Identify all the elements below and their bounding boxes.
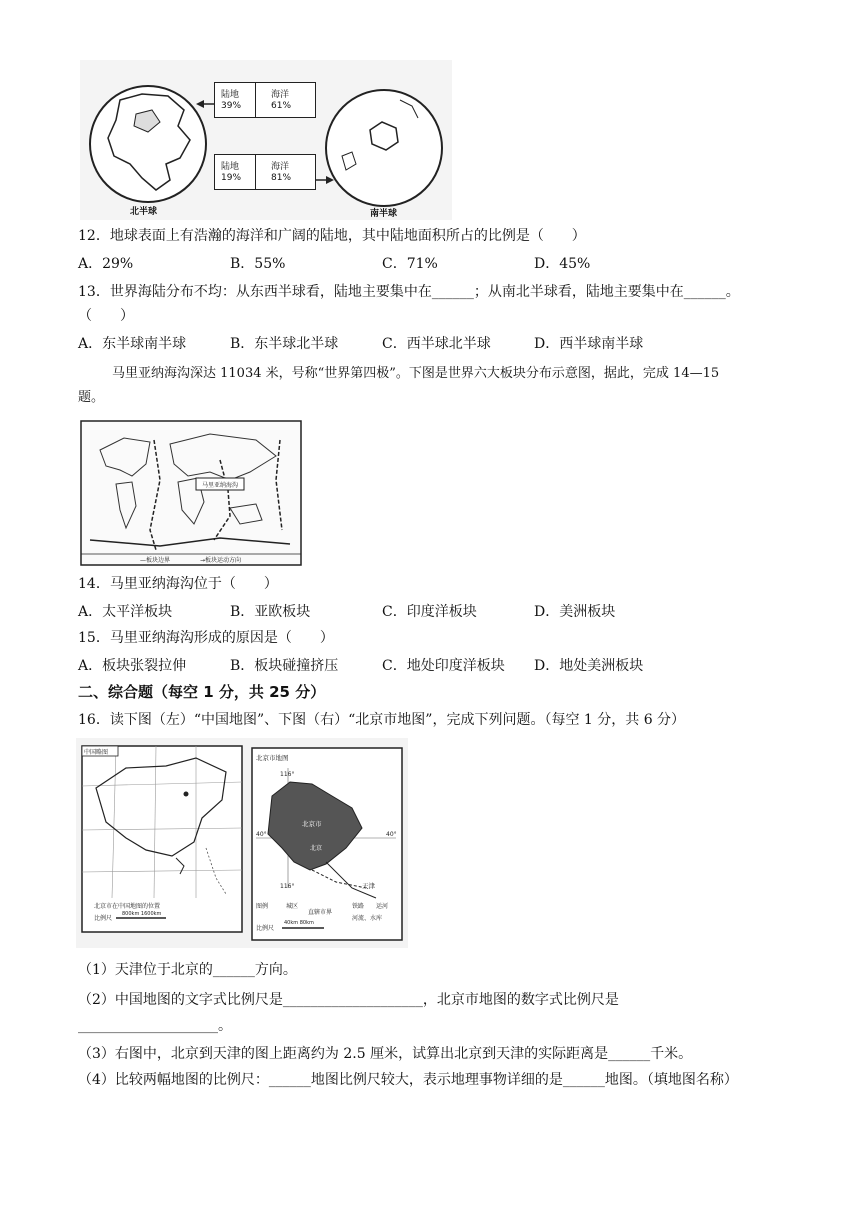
question-15: 15．马里亚纳海沟形成的原因是（ ） — [78, 630, 334, 646]
intro-14-15-line2: 题。 — [78, 390, 105, 405]
beijing-city-label: 北京市 — [302, 820, 322, 828]
north-ocean-pct: 61% — [271, 101, 292, 111]
tianjin-label: 天津 — [362, 882, 375, 890]
plates-map-figure — [80, 420, 302, 566]
china-map-title: 中国略图 — [84, 749, 109, 756]
north-land-pct: 39% — [221, 101, 242, 111]
beijing-map-title: 北京市地图 — [256, 754, 289, 762]
maps-diagram — [76, 738, 408, 948]
option-d[interactable]: D．地处美洲板块 — [534, 658, 644, 674]
north-land-label: 陆地 — [221, 90, 240, 100]
question-13: 13．世界海陆分布不均：从东西半球看，陆地主要集中在______；从南北半球看，陆地主要集中在______。 — [78, 284, 740, 300]
question-16-sub2-continued: ____________________。 — [78, 1018, 232, 1034]
plates-map — [80, 420, 302, 566]
north-ratio-box — [214, 82, 316, 118]
south-ocean-pct: 81% — [271, 173, 292, 183]
plates-legend-boundary: —板块边界 — [140, 557, 171, 564]
section-2-title: 二、综合题（每空 1 分，共 25 分） — [78, 683, 326, 701]
option-a[interactable]: A．板块张裂拉伸 — [78, 658, 187, 674]
south-land-label: 陆地 — [221, 162, 240, 172]
question-16-sub3: （3）右图中，北京到天津的图上距离约为 2.5 厘米，试算出北京到天津的实际距离是______千米。 — [78, 1046, 693, 1062]
beijing-scale-label: 比例尺 — [256, 925, 275, 932]
option-c[interactable]: C．西半球北半球 — [382, 336, 491, 352]
option-b[interactable]: B．55% — [230, 256, 286, 272]
option-d[interactable]: D．45% — [534, 256, 591, 272]
question-12: 12．地球表面上有浩瀚的海洋和广阔的陆地，其中陆地面积所占的比例是（ ） — [78, 228, 586, 244]
option-b[interactable]: B．板块碰撞挤压 — [230, 658, 339, 674]
question-16-sub1: （1）天津位于北京的______方向。 — [78, 962, 297, 978]
legend-boundary: 直辖市界 — [308, 909, 333, 916]
option-a[interactable]: A．太平洋板块 — [78, 604, 173, 620]
intro-14-15-line1: 马里亚纳海沟深达 11034 米，号称“世界第四极”。下图是世界六大板块分布示意图，据此，完成 14—15 — [112, 366, 720, 381]
legend-canal: 运河 — [376, 903, 389, 910]
option-d[interactable]: D．美洲板块 — [534, 604, 616, 620]
south-ratio-box — [214, 154, 316, 190]
south-ocean-label: 海洋 — [271, 162, 290, 172]
beijing-legend-title: 图例 — [256, 903, 269, 910]
china-scale-values: 800km 1600km — [122, 911, 162, 917]
china-map-caption: 北京市在中国地图的位置 — [94, 903, 161, 910]
south-hemisphere-caption: 南半球 — [370, 209, 398, 219]
legend-urban: 城区 — [286, 903, 299, 910]
trench-label: 马里亚纳海沟 — [201, 482, 239, 489]
option-a[interactable]: A．29% — [78, 256, 134, 272]
legend-river: 河流、水库 — [352, 915, 383, 922]
north-hemisphere-caption: 北半球 — [130, 207, 158, 217]
beijing-lon-bottom: 116° — [280, 883, 295, 890]
question-16-sub4: （4）比较两幅地图的比例尺：______地图比例尺较大，表示地理事物详细的是______地图。（填地图名称） — [78, 1072, 738, 1088]
china-beijing-maps — [76, 738, 408, 948]
option-b[interactable]: B．亚欧板块 — [230, 604, 311, 620]
beijing-center-label: 北京 — [310, 845, 323, 852]
china-scale-label: 比例尺 — [94, 915, 113, 922]
south-land-pct: 19% — [221, 173, 242, 183]
question-16-sub2: （2）中国地图的文字式比例尺是____________________，北京市地图的数字式比例尺是 — [78, 992, 619, 1008]
option-b[interactable]: B．东半球北半球 — [230, 336, 339, 352]
beijing-scale-values: 40km 80km — [284, 920, 314, 926]
legend-rail: 铁路 — [352, 903, 365, 910]
option-a[interactable]: A．东半球南半球 — [78, 336, 187, 352]
option-c[interactable]: C．71% — [382, 256, 438, 272]
beijing-lon-top: 116° — [280, 771, 295, 778]
question-16: 16．读下图（左）“中国地图”、下图（右）“北京市地图”，完成下列问题。（每空 1 分，共 6 分） — [78, 712, 686, 728]
plates-legend-direction: →板块运动方向 — [200, 557, 242, 564]
hemisphere-figure — [80, 60, 452, 220]
question-14: 14．马里亚纳海沟位于（ ） — [78, 576, 278, 592]
option-d[interactable]: D．西半球南半球 — [534, 336, 644, 352]
north-ocean-label: 海洋 — [271, 90, 290, 100]
beijing-lat: 40° — [386, 831, 397, 838]
beijing-lat-left: 40° — [256, 831, 267, 838]
option-c[interactable]: C．地处印度洋板块 — [382, 658, 505, 674]
question-13-paren: （ ） — [78, 308, 134, 324]
option-c[interactable]: C．印度洋板块 — [382, 604, 477, 620]
